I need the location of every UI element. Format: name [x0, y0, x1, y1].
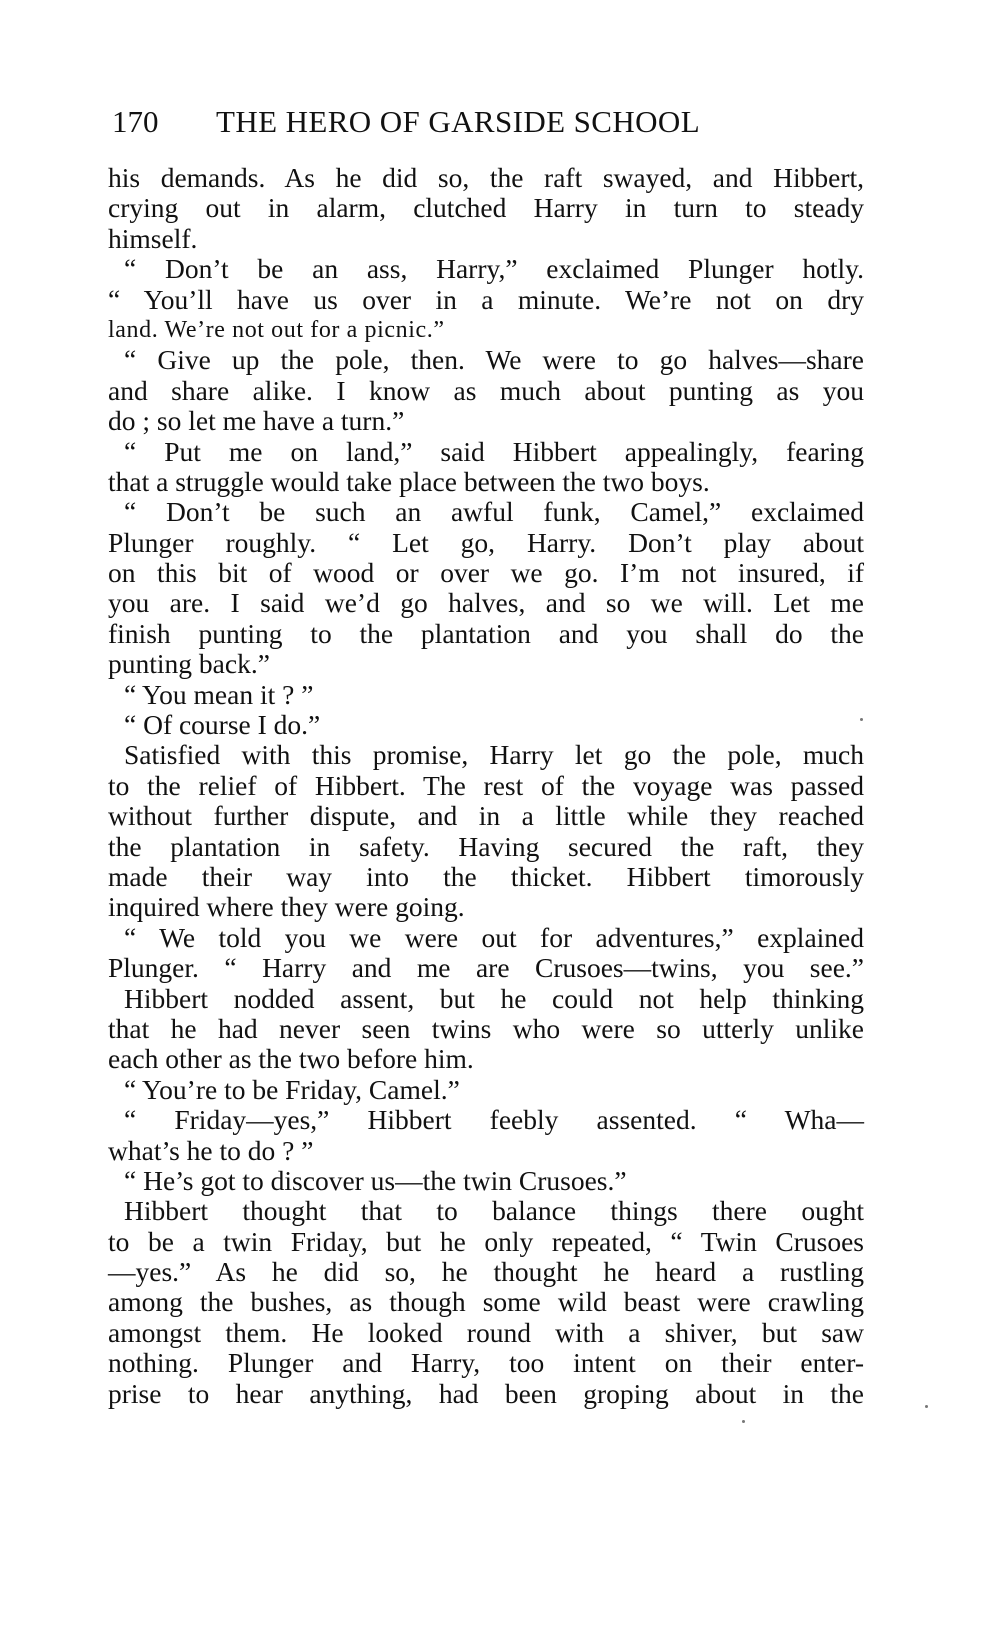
text-line: prise to hear anything, had been groping about in the	[108, 1377, 864, 1409]
text-line: “ Of course I do.”	[124, 709, 321, 741]
text-line: among the bushes, as though some wild beast were crawling	[108, 1286, 864, 1318]
text-line: Plunger. “ Harry and me are Crusoes—twins, you see.”	[108, 952, 864, 984]
text-line: Hibbert nodded assent, but he could not help thinking	[124, 982, 864, 1014]
text-line: that he had never seen twins who were so utterly unlike	[108, 1012, 864, 1044]
text-line: Plunger roughly. “ Let go, Harry. Don’t play about	[108, 526, 864, 558]
text-line: “ He’s got to discover us—the twin Crusoes.”	[124, 1164, 627, 1196]
text-line: to be a twin Friday, but he only repeated, “ Twin Crusoes	[108, 1225, 864, 1257]
text-line: without further dispute, and in a little while they reached	[108, 800, 864, 832]
text-line: made their way into the thicket. Hibbert timorously	[108, 860, 864, 892]
text-line: “ You’re to be Friday, Camel.”	[124, 1073, 460, 1105]
book-title: THE HERO OF GARSIDE SCHOOL	[216, 104, 701, 139]
text-line: land. We’re not out for a picnic.”	[108, 316, 445, 343]
text-line: that a struggle would take place between the two boys.	[108, 465, 710, 497]
paper-speck	[925, 1405, 928, 1408]
text-line: his demands. As he did so, the raft swayed, and Hibbert,	[108, 162, 864, 193]
paper-speck	[860, 718, 863, 721]
text-line: each other as the two before him.	[108, 1043, 474, 1075]
text-line: “ You’ll have us over in a minute. We’re not on dry	[108, 283, 864, 315]
text-line: on this bit of wood or over we go. I’m not insured, if	[108, 557, 864, 589]
page-number: 170	[112, 104, 159, 139]
text-line: crying out in alarm, clutched Harry in turn to steady	[108, 192, 864, 224]
text-line: do ; so let me have a turn.”	[108, 405, 405, 437]
text-line: —yes.” As he did so, he thought he heard a rustling	[108, 1256, 864, 1288]
text-line: himself.	[108, 222, 198, 254]
running-head	[112, 102, 882, 142]
text-line: “ We told you we were out for adventures,” explained	[124, 921, 864, 953]
text-line: you are. I said we’d go halves, and so we will. Let me	[108, 587, 864, 619]
text-line: and share alike. I know as much about punting as you	[108, 374, 864, 406]
text-line: Satisfied with this promise, Harry let go the pole, much	[124, 739, 864, 771]
text-line: “ Friday—yes,” Hibbert feebly assented. “ Wha—	[124, 1104, 864, 1136]
text-line: finish punting to the plantation and you shall do the	[108, 617, 864, 649]
text-line: “ You mean it ? ”	[124, 678, 314, 710]
text-line: Hibbert thought that to balance things there ought	[124, 1195, 864, 1227]
text-line: “ Don’t be an ass, Harry,” exclaimed Plunger hotly.	[124, 253, 864, 285]
text-line: amongst them. He looked round with a shiver, but saw	[108, 1316, 864, 1348]
text-line: “ Don’t be such an awful funk, Camel,” exclaimed	[124, 496, 864, 528]
text-line: to the relief of Hibbert. The rest of the voyage was passed	[108, 769, 864, 801]
text-line: “ Put me on land,” said Hibbert appealingly, fearing	[124, 435, 864, 467]
body-text	[108, 163, 864, 1409]
text-line: the plantation in safety. Having secured the raft, they	[108, 830, 864, 862]
text-line: nothing. Plunger and Harry, too intent on their enter-	[108, 1347, 864, 1379]
paper-speck	[742, 1420, 745, 1423]
text-line: “ Give up the pole, then. We were to go halves—share	[124, 344, 864, 376]
text-line: what’s he to do ? ”	[108, 1134, 314, 1166]
text-line: punting back.”	[108, 648, 270, 680]
text-line: inquired where they were going.	[108, 891, 465, 923]
